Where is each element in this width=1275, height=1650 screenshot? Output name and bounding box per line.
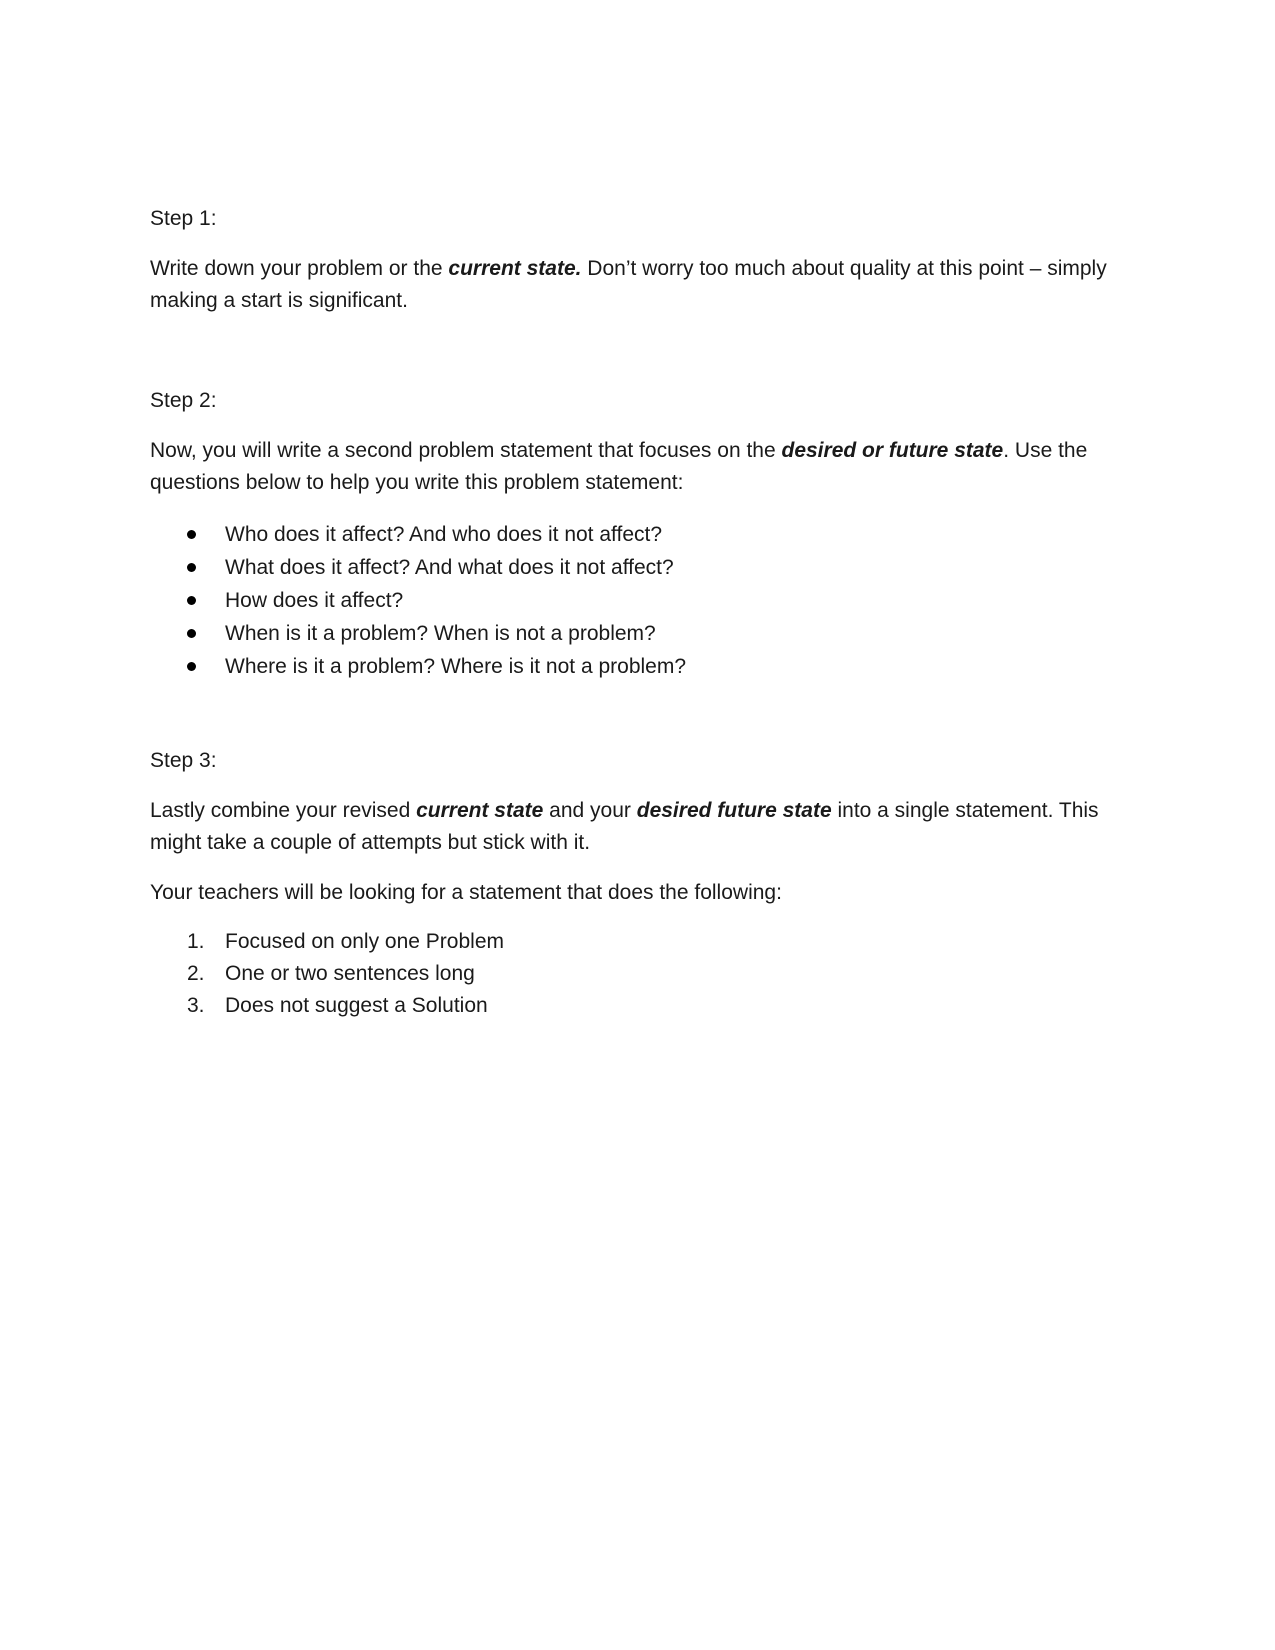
step3-text-a: Lastly combine your revised (150, 799, 417, 822)
step1-text-b: Don’t worry too much about quality at this point – simply making a start is significant. (150, 257, 1107, 312)
list-item (150, 650, 1130, 683)
step3-text-b: into a single statement. This might take a couple of attempts but stick with it. (150, 799, 1099, 854)
step2-text-b: . Use the questions below to help you write this problem statement: (150, 439, 1088, 494)
question-text: What does it affect? And what does it not affect? (225, 556, 674, 579)
step1-paragraph (150, 253, 1130, 317)
list-number: 3. (187, 994, 205, 1017)
list-item (150, 958, 1130, 990)
list-item (150, 617, 1130, 650)
list-number: 2. (187, 962, 205, 985)
list-item (150, 926, 1130, 958)
step3-paragraph (150, 795, 1130, 859)
step2-heading: Step 2: (150, 389, 217, 412)
step3-intro: Your teachers will be looking for a statement that does the following: (150, 881, 782, 904)
question-text: Who does it affect? And who does it not affect? (225, 523, 663, 546)
step3-emphasis-desired: desired future state (636, 799, 832, 822)
criteria-text: Focused on only one Problem (225, 930, 504, 953)
bullet-icon (187, 596, 196, 605)
question-text: When is it a problem? When is not a problem? (225, 622, 656, 645)
list-item (150, 584, 1130, 617)
step3-emphasis-current: current state (416, 799, 544, 822)
step3-heading: Step 3: (150, 749, 217, 772)
list-item (150, 518, 1130, 551)
criteria-text: One or two sentences long (225, 962, 475, 985)
bullet-icon (187, 662, 196, 671)
bullet-icon (187, 629, 196, 638)
step2-question-list (150, 518, 1130, 683)
step1-emphasis: current state. (448, 257, 582, 280)
criteria-text: Does not suggest a Solution (225, 994, 488, 1017)
step3-text-mid: and your (543, 799, 637, 822)
step2-paragraph (150, 435, 1130, 499)
list-item (150, 990, 1130, 1022)
question-text: Where is it a problem? Where is it not a problem? (225, 655, 687, 678)
bullet-icon (187, 530, 196, 539)
step2-emphasis: desired or future state (781, 439, 1004, 462)
step3-criteria-list (150, 926, 1130, 1022)
list-number: 1. (187, 930, 205, 953)
question-text: How does it affect? (225, 589, 404, 612)
step1-text-a: Write down your problem or the (150, 257, 449, 280)
list-item (150, 551, 1130, 584)
step1-heading: Step 1: (150, 207, 217, 230)
step2-text-a: Now, you will write a second problem statement that focuses on the (150, 439, 782, 462)
bullet-icon (187, 563, 196, 572)
